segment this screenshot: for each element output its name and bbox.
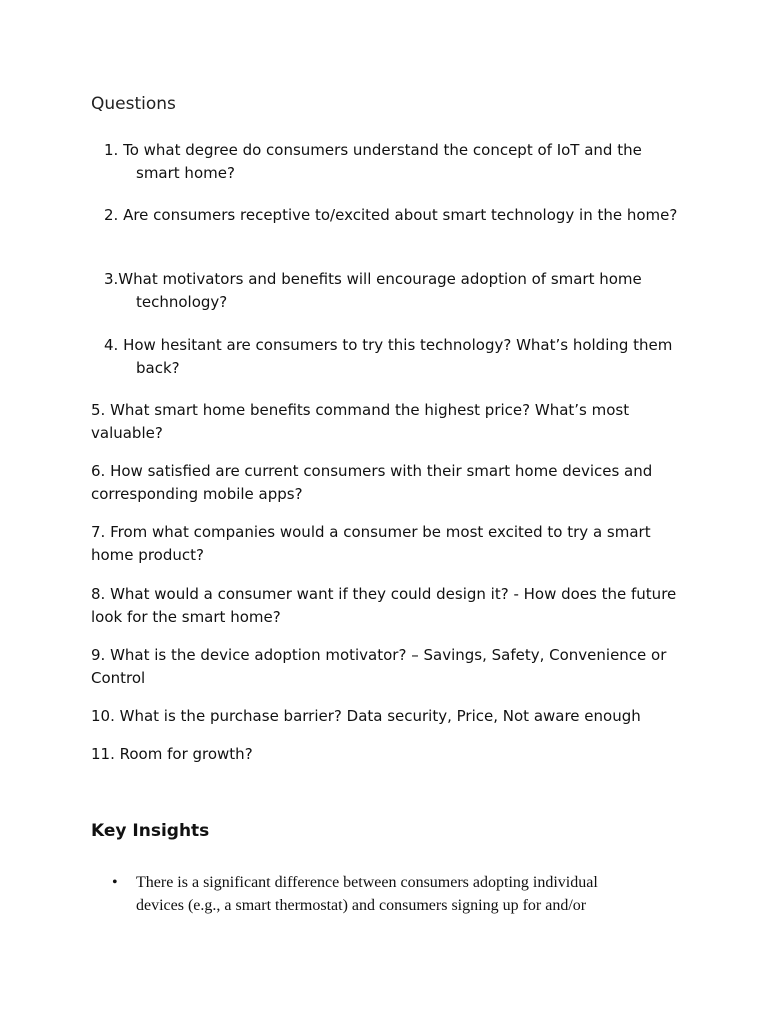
insight-line: There is a significant difference between consumers adopting individual [136,874,598,891]
question-line: 8. What would a consumer want if they could design it? - How does the future [91,585,677,603]
question-item [104,268,642,314]
question-item [91,583,676,629]
question-item [91,460,652,506]
question-line: 3.What motivators and benefits will encourage adoption of smart home [104,270,642,288]
question-line: home product? [91,546,204,564]
question-line: valuable? [91,424,163,442]
question-line: corresponding mobile apps? [91,485,303,503]
question-line: 11. Room for growth? [91,745,253,763]
question-item [104,139,642,185]
insight-text [136,871,598,917]
question-line: 7. From what companies would a consumer be most excited to try a smart [91,523,651,541]
question-line: 5. What smart home benefits command the highest price? What’s most [91,401,630,419]
question-item [91,399,629,445]
question-item [91,644,666,690]
question-line: 4. How hesitant are consumers to try this technology? What’s holding them [104,336,673,354]
question-line: 6. How satisfied are current consumers with their smart home devices and [91,462,653,480]
insight-line: devices (e.g., a smart thermostat) and consumers signing up for and/or [136,897,587,914]
question-item [104,204,677,227]
question-line: 1. To what degree do consumers understand the concept of IoT and the [104,141,642,159]
questions-heading: Questions [91,94,176,114]
question-line: technology? [136,293,228,311]
question-line: look for the smart home? [91,608,281,626]
question-line: Control [91,669,146,687]
question-item [91,705,641,728]
question-line: smart home? [136,164,235,182]
question-line: 2. Are consumers receptive to/excited about smart technology in the home? [104,206,678,224]
question-line: 9. What is the device adoption motivator? – Savings, Safety, Convenience or [91,646,667,664]
question-line: back? [136,359,180,377]
question-item [91,521,651,567]
bullet-icon: • [112,874,118,891]
key-insights-heading: Key Insights [91,821,210,841]
question-line: 10. What is the purchase barrier? Data security, Price, Not aware enough [91,707,641,725]
question-item [104,334,672,380]
question-item [91,743,253,766]
